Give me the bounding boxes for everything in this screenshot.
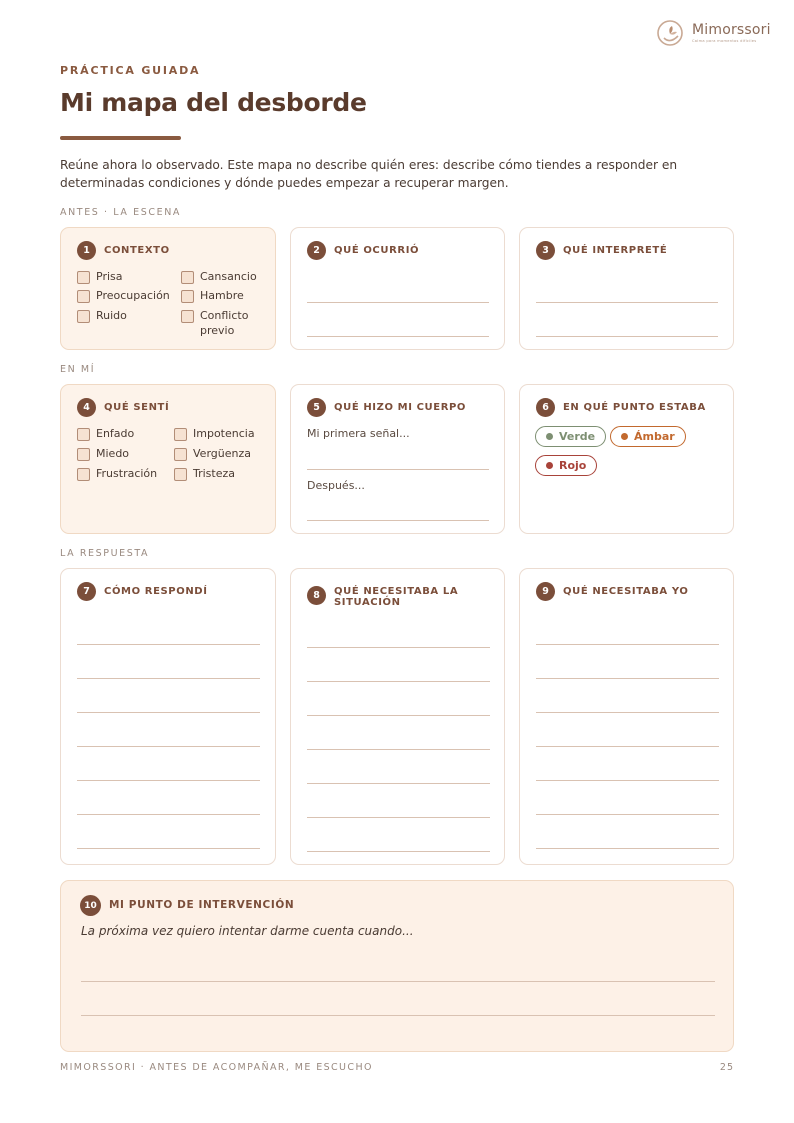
checkbox-tristeza[interactable] [174, 466, 235, 481]
card-como-respondi [60, 568, 276, 865]
pill-label: Rojo [559, 459, 587, 472]
checkbox-hambre[interactable] [181, 288, 244, 303]
checkbox-label: Vergüenza [193, 447, 251, 460]
card-que-ocurrio [290, 227, 505, 350]
checkbox-ruido[interactable] [77, 308, 127, 323]
brand-tagline: Calma para momentos difíciles [692, 38, 757, 43]
status-dot-icon [546, 462, 553, 469]
checkbox-preocupacion[interactable] [77, 288, 170, 303]
level-pill-ambar[interactable] [610, 426, 686, 447]
writing-line[interactable] [536, 848, 719, 849]
checkbox-label: Cansancio [200, 270, 257, 283]
checkbox-miedo[interactable] [77, 446, 129, 461]
level-pill-verde[interactable] [535, 426, 606, 447]
checkbox-label: Prisa [96, 270, 123, 283]
card-title: CONTEXTO [104, 245, 170, 256]
step-number: 8 [307, 586, 326, 605]
status-dot-icon [621, 433, 628, 440]
checkbox-box[interactable] [181, 271, 194, 284]
card-que-necesitaba-yo [519, 568, 734, 865]
checkbox-label: Impotencia [193, 427, 255, 440]
checkbox-box[interactable] [77, 310, 90, 323]
card-header [77, 241, 170, 260]
checkbox-verguenza[interactable] [174, 446, 251, 461]
step-number: 2 [307, 241, 326, 260]
page-title: Mi mapa del desborde [60, 88, 367, 117]
writing-line[interactable] [77, 780, 260, 781]
card-title: QUÉ OCURRIÓ [334, 245, 420, 256]
writing-line[interactable] [77, 814, 260, 815]
step-number: 7 [77, 582, 96, 601]
after-prompt: Después... [307, 479, 365, 492]
writing-line[interactable] [536, 712, 719, 713]
section-label-response: LA RESPUESTA [60, 548, 150, 559]
card-title: EN QUÉ PUNTO ESTABA [563, 402, 706, 413]
checkbox-box[interactable] [174, 448, 187, 461]
card-title: MI PUNTO DE INTERVENCIÓN [109, 899, 295, 911]
writing-line[interactable] [77, 644, 260, 645]
writing-line[interactable] [307, 302, 489, 303]
step-number: 9 [536, 582, 555, 601]
pill-label: Ámbar [634, 430, 675, 443]
writing-line[interactable] [307, 681, 490, 682]
section-label-before: ANTES · LA ESCENA [60, 207, 182, 218]
card-que-necesitaba-situacion [290, 568, 505, 865]
writing-line[interactable] [77, 678, 260, 679]
checkbox-label: Ruido [96, 309, 127, 322]
checkbox-label: Hambre [200, 289, 244, 302]
card-header [77, 398, 169, 417]
section-label-inside: EN MÍ [60, 364, 96, 375]
card-header [536, 398, 706, 417]
card-header [536, 582, 688, 601]
logo-icon [656, 18, 686, 48]
card-que-interprete [519, 227, 734, 350]
checkbox-box[interactable] [77, 290, 90, 303]
card-title: QUÉ NECESITABA LA SITUACIÓN [334, 586, 459, 608]
footer-text: MIMORSSORI · ANTES DE ACOMPAÑAR, ME ESCUCHO [60, 1062, 373, 1073]
intro-text: Reúne ahora lo observado. Este mapa no describe quién eres: describe cómo tiendes a responder en determinadas condiciones y dónde puedes empezar a recuperar margen. [60, 158, 678, 190]
writing-line[interactable] [536, 302, 718, 303]
checkbox-box[interactable] [174, 468, 187, 481]
card-header [307, 398, 466, 417]
checkbox-label: Tristeza [193, 467, 236, 480]
checkbox-frustracion[interactable] [77, 466, 157, 481]
writing-line[interactable] [77, 848, 260, 849]
intervention-prompt: La próxima vez quiero intentar darme cuenta cuando... [81, 924, 414, 938]
checkbox-box[interactable] [77, 468, 90, 481]
card-title: QUÉ HIZO MI CUERPO [334, 402, 467, 413]
checkbox-box[interactable] [77, 448, 90, 461]
checkbox-box[interactable] [174, 428, 187, 441]
checkbox-box[interactable] [77, 271, 90, 284]
page-number: 25 [719, 1062, 734, 1073]
writing-line[interactable] [536, 644, 719, 645]
card-en-que-punto [519, 384, 734, 534]
card-title: CÓMO RESPONDÍ [104, 586, 208, 597]
card-title: QUÉ INTERPRETÉ [563, 245, 668, 256]
checkbox-label: Miedo [96, 447, 130, 460]
writing-line[interactable] [77, 746, 260, 747]
step-number: 5 [307, 398, 326, 417]
writing-line[interactable] [307, 647, 490, 648]
card-header [80, 895, 294, 916]
title-underline [60, 136, 181, 140]
step-number: 4 [77, 398, 96, 417]
pill-label: Verde [559, 430, 596, 443]
card-title: QUÉ SENTÍ [104, 402, 170, 413]
writing-line[interactable] [307, 520, 489, 521]
writing-line[interactable] [536, 780, 719, 781]
checkbox-label: Enfado [96, 427, 135, 440]
step-number: 1 [77, 241, 96, 260]
writing-line[interactable] [307, 817, 490, 818]
card-que-hizo-mi-cuerpo [290, 384, 505, 534]
checkbox-enfado[interactable] [77, 426, 134, 441]
writing-line[interactable] [307, 336, 489, 337]
card-header [307, 241, 419, 260]
writing-line[interactable] [536, 746, 719, 747]
checkbox-box[interactable] [181, 310, 194, 323]
writing-line[interactable] [307, 783, 490, 784]
writing-line[interactable] [536, 336, 718, 337]
checkbox-label: Conflicto previo [200, 309, 249, 337]
card-header [77, 582, 208, 601]
first-signal-prompt: Mi primera señal... [307, 427, 410, 440]
brand-name: Mimorssori [692, 21, 771, 38]
writing-line[interactable] [81, 981, 715, 982]
checkbox-cansancio[interactable] [181, 269, 257, 284]
card-header [307, 582, 464, 608]
writing-line[interactable] [77, 712, 260, 713]
eyebrow-label: PRÁCTICA GUIADA [60, 64, 201, 77]
brand-logo [656, 16, 780, 50]
checkbox-box[interactable] [181, 290, 194, 303]
writing-line[interactable] [307, 851, 490, 852]
status-dot-icon [546, 433, 553, 440]
writing-line[interactable] [307, 469, 489, 470]
checkbox-label: Preocupación [96, 289, 170, 302]
checkbox-box[interactable] [77, 428, 90, 441]
writing-line[interactable] [81, 1015, 715, 1016]
step-number: 6 [536, 398, 555, 417]
writing-line[interactable] [307, 715, 490, 716]
checkbox-impotencia[interactable] [174, 426, 255, 441]
writing-line[interactable] [536, 678, 719, 679]
card-title: QUÉ NECESITABA YO [563, 586, 689, 597]
card-punto-de-intervencion [60, 880, 734, 1052]
card-header [536, 241, 667, 260]
level-pill-rojo[interactable] [535, 455, 597, 476]
writing-line[interactable] [536, 814, 719, 815]
step-number: 10 [80, 895, 101, 916]
card-que-senti [60, 384, 276, 534]
checkbox-prisa[interactable] [77, 269, 123, 284]
step-number: 3 [536, 241, 555, 260]
checkbox-conflicto-previo[interactable] [181, 308, 261, 338]
checkbox-label: Frustración [96, 467, 158, 480]
writing-line[interactable] [307, 749, 490, 750]
card-contexto [60, 227, 276, 350]
